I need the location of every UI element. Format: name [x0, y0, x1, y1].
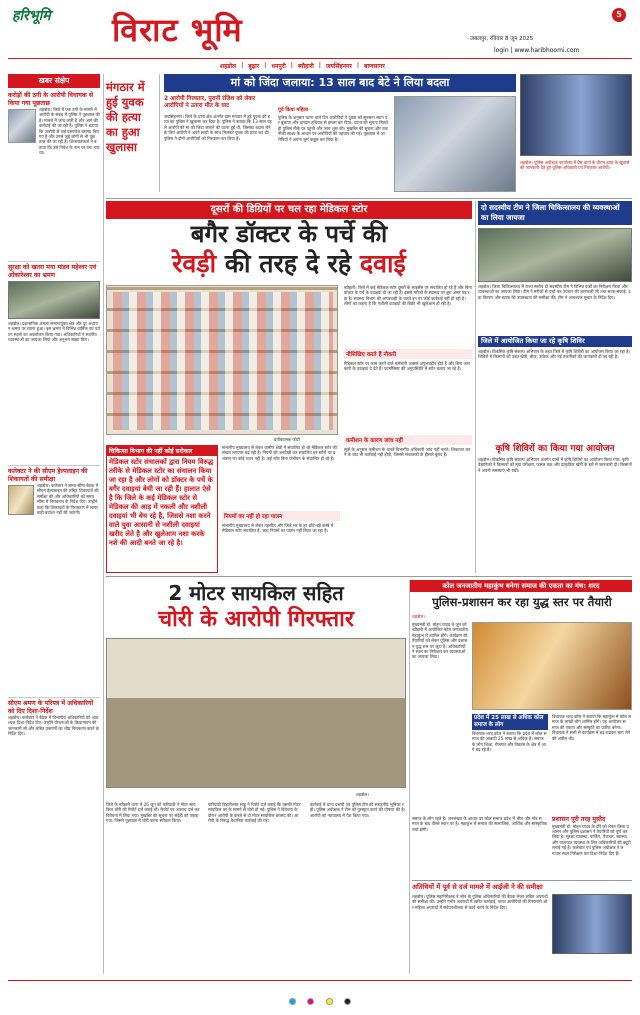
section-link[interactable]: ब्यौहारी: [297, 63, 314, 70]
sidebar-header: खबर संक्षेप: [8, 74, 100, 88]
theft-headline-2: चोरी के आरोपी गिरफ्तार: [158, 607, 354, 632]
health-text: शहडोल। जिला चिकित्सालय में राज्य स्तरीय दो सदस्यीय टीम ने विभिन्न वार्डों का निरीक्षण किया और व्यवस्थाओं का जायजा लिया। टीम ने मरीजों से चर्चा कर उपचार की जानकारी ली तथा साफ-सफाई, दवा वितरण और स्टाफ की उपलब्धता की समीक्षा की। टीम ने आवश्यक सुधार के निर्देश दिए।: [478, 284, 631, 300]
agri-camp-story: [478, 444, 632, 573]
tribal-case-headline: अतिथियों में पूर्व से दर्ज मामले में आईजी ने की समीक्षा: [412, 883, 543, 891]
medical-headline-1: बगैर डॉक्टर के पर्चे की: [190, 220, 388, 248]
section-nav: शहडोल | बुढ़ार | धनपुरी | ब्यौहारी | जयसिंहनगर | बाणसागर: [220, 62, 385, 70]
brief-photo: [8, 109, 36, 143]
medical-right-column: [344, 285, 472, 573]
footer-rule: [8, 980, 632, 981]
page-number: 5: [612, 8, 626, 22]
medical-sub2-text: सूत्रों के अनुसार कमीशन के चलते विभागीय अधिकारी जांच नहीं करते। शिकायत करने के बाद भी कार्रवाई नहीं होती, जिससे संचालकों के हौसले बुलंद हैं।: [344, 447, 471, 458]
lead-story: [106, 74, 632, 194]
theft-credit: शहडोल।: [356, 792, 369, 797]
headline-highlight: रेवड़ी: [172, 249, 217, 278]
side-head: प्रशासन पूरी तरह मुस्तैद: [552, 816, 606, 823]
theft-story: [106, 580, 406, 974]
lead-col2: [278, 96, 388, 192]
callout-head: चिकित्सा विभाग की नहीं कोई सरोकार: [107, 446, 217, 456]
medical-story: [106, 201, 472, 573]
lead-col1-text: जयसिंहनगर। जिले के थाना क्षेत्र अंतर्गत ग्राम मंगठार में हुई युवक की हत्या का पुलिस ने खुलासा कर दिया है। पुलिस ने बताया कि 13 साल पहले आरोपी की मां को जिंदा जलाने की घटना हुई थी, जिसका बदला लेने के लिए आरोपी ने अपने साथी के साथ मिलकर युवक की हत्या कर दी। पुलिस ने दोनों आरोपियों को गिरफ्तार कर लिया है।: [164, 114, 272, 141]
theft-col1: जिले के ब्यौहारी थाना में 26 जून को फरियादी ने मोटर सायकिल चोरी की रिपोर्ट दर्ज कराई थी। रिपोर्ट पर अपराध दर्ज कर विवेचना में लिया गया। मुखबिर की सूचना पर संदेही को पकड़ा गया, जिसने पूछताछ में चोरी करना स्वीकार किया।: [106, 802, 200, 824]
agri-fair-story: [478, 336, 632, 440]
login-link[interactable]: login | www.haribhoomi.com: [494, 47, 580, 54]
brief-item: [8, 697, 100, 895]
headline-text: की तरह दे रहे: [216, 249, 360, 278]
brief-item: [8, 261, 100, 461]
agri-camp-text: शहडोल। विकसित कृषि संकल्प अभियान अंतर्गत ग्रामों में कृषि शिविरों का आयोजन किया गया। कृषि वैज्ञानिकों ने किसानों को मृदा परीक्षण, फसल चक्र और प्राकृतिक खेती के बारे में जानकारी दी। किसानों ने अपनी समस्याएं भी रखीं।: [478, 457, 632, 473]
medical-photo-caption: प्रतीकात्मक फोटो: [274, 437, 300, 442]
health-headline: दो सदस्यीय टीम ने जिला चिकित्सालय की व्यवस्थाओं का लिया जायजा: [478, 201, 632, 225]
lead-box-headline: मंगठार में हुई युवक की हत्या का हुआ खुलासा: [106, 80, 145, 154]
callout-text: मेडिकल स्टोर संचालकों द्वारा नियम विरुद्ध तरीके से मेडिकल स्टोर का संचालन किया जा रहा है और लोगों को डॉक्टर के पर्चे के बगैर दवाइयां बेची जा रही हैं। हालात ऐसे है कि जिले के कई मेडिकल स्टोर से मेडिकल की आड़ में नकली और नशीली दवाइयां भी बेच रहे है, जिससे नशा करने वाले युवा आसानी से नशीली दवाइयां खरीद लेते है और खुलेआम नशा करके नशे की आदी बनते जा रहे है।: [109, 458, 214, 547]
brief-item: [8, 465, 100, 693]
lead-col2-text: पुलिस के अनुसार घटना वाले दिन आरोपियों ने युवक को सुनसान स्थान पर बुलाया और धारदार हथियार से हमला कर दिया। घटना की सूचना मिलते ही पुलिस मौके पर पहुंची और जांच शुरू की। मुखबिर की सूचना और तकनीकी साक्ष्य के आधार पर आरोपियों की पहचान की गई। पूछताछ में आरोपियों ने अपना जुर्म कबूल कर लिया है।: [278, 115, 388, 142]
brief-text: शहडोल। प्रशासनिक अमला संभागायुक्त क्षेत्र और दूर अध्ययन भ्रमण पर रवाना हुआ। इस भ्रमण में विभिन्न धार्मिक एवं पर्यटन स्थलों का अवलोकन किया गया। अधिकारियों ने स्थानीय व्यवस्थाओं का जायजा लिया और अनुभव साझा किए।: [8, 321, 100, 343]
theft-photo: [106, 638, 406, 788]
agri-camp-headline: कृषि शिविरों का किया गया आयोजन: [495, 444, 615, 454]
medical-subhead-2: कमीशन के कारण जांच नहीं: [344, 435, 472, 445]
column-divider: [159, 74, 160, 192]
mahakumbh-side: [552, 816, 632, 876]
agri-fair-headline: जिले में आयोजित किया जा रहे कृषि शिविर: [478, 336, 632, 347]
info-box-head: प्रदेश में 25 लाख से अधिक कोल समाज के लोग: [472, 714, 548, 730]
medical-mid-subhead: नियमों का नहीं हो रहा पालन: [222, 511, 340, 521]
section-link[interactable]: धनपुरी: [271, 63, 286, 70]
section-divider: [106, 576, 632, 577]
brief-text: शहडोल। कलेक्टर ने बैठक में विभागीय अधिकारियों को आवश्यक दिशा-निर्देश दिए। उन्होंने योजनाओं के क्रियान्वयन की जानकारी ली और लंबित प्रकरणों का शीघ्र निराकरण करने के निर्देश दिए।: [8, 715, 99, 737]
brief-photo: [8, 281, 100, 319]
section-link[interactable]: शहडोल: [220, 63, 237, 70]
lead-col2-subhead: पूर्व किया महिला: [278, 107, 309, 113]
health-story: [478, 201, 632, 331]
lead-banner: मां को जिंदा जलाया: 13 साल बाद बेटे ने लिया बदला: [164, 74, 516, 92]
mahakumbh-photo: [472, 622, 632, 710]
column-divider: [409, 580, 410, 974]
mahakumbh-headline: पुलिस-प्रशासन कर रहा युद्ध स्तर पर तैयारी: [432, 595, 612, 609]
edition-line: जबलपुर, रविवार 8 जून 2025: [470, 36, 534, 42]
mahakumbh-col2: विधायक शरद कोल ने बताया कि महाकुंभ में कोल समाज के लाखों लोग शामिल होंगे। यह आयोजन समाज की एकता और संस्कृति का प्रतीक बनेगा। विधायक ने सभी से कार्यक्रम में बढ़-चढ़कर भाग लेने की अपील की।: [552, 714, 632, 741]
theft-col2: फरियादी बिहारीलाल साहू ने रिपोर्ट दर्ज कराई कि उसकी मोटर सायकिल घर के सामने से चोरी हो गई। पुलिस ने विवेचना के दौरान आरोपी के कब्जे से दो मोटर सायकिल बरामद की। आरोपी के विरुद्ध वैधानिक कार्रवाई की गई।: [208, 802, 301, 824]
mahakumbh-kicker: कोल जनजातीय महाकुंभ बनेगा समाज की एकता का मंच: शरद: [410, 580, 632, 592]
medical-mid-text-2: संभागीय मुख्यालय से लेकर तहसील और जिले भर के हर छोटे-बड़े कस्बे में मेडिकल स्टोर संचालित हैं, जहां नियमों का पालन नहीं किया जा रहा है।: [222, 523, 334, 534]
column-divider: [475, 201, 476, 573]
brief-title: कलेक्टर ने की सीएम हेल्पलाइन की शिकायतों की समीक्षा: [8, 468, 88, 483]
lead-col1-subhead: 2 आरोपी गिरफ्तार, पुरानी रंजिश को लेकर आरोपियों ने उतारा मौत के घाट: [164, 96, 256, 109]
mahakumbh-info-box: [472, 714, 548, 812]
lead-photo-2: [520, 74, 632, 156]
news-brief-sidebar: [8, 74, 100, 974]
headline-highlight: दवाई: [359, 249, 406, 278]
medical-sub1-text: मेडिकल स्टोर पर काम करने वाले कर्मचारी अक्सर अनुभवहीन होते हैं और बिना जानकारी के दवाइयां दे देते हैं। फार्मासिस्ट की अनुपस्थिति में स्टोर चलाए जा रहे हैं।: [344, 361, 471, 372]
mahakumbh-col4: समाज के लोग रहते हैं। जनसंख्या के आधार पर कोल समाज प्रदेश में भील और गोंड समाज के बाद तीसरे स्थान पर है। महाकुंभ में समाज की सामाजिक, आर्थिक और सांस्कृतिक चर्चा होगी।: [412, 816, 548, 832]
info-box-text: विधायक शरद कोल ने बताया कि प्रदेश में कोल समाज की आबादी 25 लाख से अधिक है। समाज के लोग शिक्षा, रोजगार और विकास के क्षेत्र में आगे बढ़ रहे हैं।: [472, 731, 547, 753]
medical-col-text: ब्यौहारी। जिले में कई मेडिकल स्टोर दूसरों के लाइसेंस पर संचालित हो रहे हैं और बिना डॉक्टर के पर्चे के दवाइयां दी जा रही हैं। इससे मरीजों के स्वास्थ्य पर बुरा असर पड़ रहा है। स्वास्थ्य विभाग की लापरवाही के चलते इन पर कोई कार्रवाई नहीं हो रही है। लोगों का कहना है कि नशीली दवाइयों की बिक्री भी खुलेआम हो रही है।: [344, 285, 472, 307]
brief-text: शहडोल। कलेक्टर ने समय सीमा बैठक में सीएम हेल्पलाइन की लंबित शिकायतों की समीक्षा की और अधिकारियों को समय सीमा में निराकरण के निर्देश दिए। उन्होंने कहा कि शिकायतों के निराकरण में लापरवाही बर्दाश्त नहीं की जाएगी।: [37, 483, 99, 516]
brief-photo: [8, 485, 34, 515]
lead-photo-caption: शहडोल। पुलिस अधीक्षक कार्यालय में प्रेस वार्ता के दौरान हत्या के खुलासे की जानकारी देते हुए पुलिस अधिकारी एवं गिरफ्तार आरोपी।: [520, 160, 630, 171]
mahakumbh-col1: मुख्यमंत्री डॉ. मोहन यादव 9 जून को ब्यौहारी में आयोजित कोल जनजातीय महाकुंभ में शामिल होंगे। कार्यक्रम की तैयारियों को लेकर पुलिस और प्रशासन युद्ध स्तर पर जुटा है। अधिकारियों ने स्थल का निरीक्षण कर व्यवस्थाओं का जायजा लिया।: [412, 622, 468, 660]
tribal-case-story: [412, 880, 632, 974]
lead-photo: [394, 96, 516, 192]
brand-logo: हरिभूमि: [12, 8, 51, 24]
medical-mid-column: [222, 445, 340, 573]
tribal-case-text: शहडोल। पुलिस महानिरीक्षक ने जोन के पुलिस अधिकारियों की बैठक लेकर लंबित अपराधों की समीक्षा की। उन्होंने गंभीर अपराधों में त्वरित कार्रवाई, फरार आरोपियों की गिरफ्तारी और महिला अपराधों में संवेदनशीलता से कार्य करने के निर्देश दिए।: [412, 894, 548, 910]
registration-dot: [307, 998, 314, 1005]
brief-item: [8, 92, 100, 257]
tribal-case-photo: [552, 894, 632, 954]
medical-kicker: दूसरों की डिग्रियों पर चल रहा मेडिकल स्टोर: [106, 201, 472, 219]
section-link[interactable]: बाणसागर: [364, 63, 385, 70]
registration-dot: [289, 998, 296, 1005]
registration-dot: [344, 998, 351, 1005]
print-registration-marks: [0, 990, 640, 1004]
section-divider: [106, 198, 632, 199]
medical-headline-2: [106, 249, 472, 279]
brief-title: करोड़ों की ठगी के आरोपी विधायक से किया गया पूछताछ: [8, 92, 94, 107]
theft-headline-1: 2 मोटर सायकिल सहित: [168, 581, 344, 605]
medical-photo: [106, 285, 338, 435]
page-title: विराट भूमि: [112, 11, 243, 49]
theft-col3: कार्रवाई में थाना प्रभारी एवं पुलिस टीम की सराहनीय भूमिका रही। पुलिस अधीक्षक ने टीम को पुरस्कृत करने की घोषणा की है। आरोपी को न्यायालय में पेश किया गया।: [310, 802, 406, 818]
medical-callout-box: [106, 445, 218, 573]
masthead: [0, 0, 640, 70]
medical-mid-text: संभागीय मुख्यालय से लेकर ग्रामीण क्षेत्रों में संचालित हो रहे मेडिकल स्टोर की संख्या लगातार बढ़ रही है। नियमों की अनदेखी कर संचालित इन स्टोरों पर प्रशासन का कोई ध्यान नहीं है। कई स्टोर बिना पंजीयन के संचालित हो रहे हैं।: [222, 445, 337, 461]
column-divider: [103, 74, 104, 974]
brief-text: शहडोल। जिले में एक ठगी के मामले में आरोपी के संबंध में पुलिस ने पूछताछ की है। मामले में जांच जारी है और आगे की कार्रवाई की जा रही है। पुलिस ने बताया कि आरोपी से कई दस्तावेज बरामद किए गए हैं और उनसे जुड़े लोगों से भी पूछताछ की जा रही है। शिकायतकर्ता ने बताया कि उसे निवेश के नाम पर ठगा गया था।: [39, 107, 100, 156]
medical-subhead-1: नौसिखिए करते हैं नौकरी: [344, 349, 472, 359]
section-link[interactable]: जयसिंहनगर: [325, 63, 352, 70]
brief-title: सीएम श्रमण के परिपत्र में अधिकारियों को दिए दिशा-निर्देश: [8, 700, 94, 715]
shelf-products: [113, 292, 333, 430]
masthead-rule: [8, 58, 632, 59]
registration-dot: [326, 998, 333, 1005]
agri-fair-text: शहडोल। विकसित कृषि संकल्प अभियान के तहत जिले में कृषि शिविरों का आयोजन किया जा रहा है। शिविरों में किसानों को उन्नत खेती, बीज, उर्वरक और नई तकनीकों की जानकारी दी जा रही है।: [478, 349, 631, 360]
health-photo: [478, 228, 632, 282]
mahakumbh-credit: शहडोल।: [412, 614, 425, 619]
side-text: मुख्यमंत्री डॉ. मोहन यादव के दौरे को लेकर जिला प्रशासन और पुलिस प्रशासन ने तैयारियों को पूर्ण कर लिया है। सुरक्षा व्यवस्था, पार्किंग, पेयजल, स्वास्थ्य और यातायात व्यवस्था के लिए अधिकारियों की ड्यूटी लगाई गई है। कलेक्टर एवं पुलिस अधीक्षक ने लगातार स्थल निरीक्षण कर दिशा-निर्देश दिए हैं।: [552, 823, 631, 856]
brief-title: सुरक्षा को खतरा मया मांडव महेश्वर एवं ओंकारेश्वर का भ्रमण: [8, 264, 97, 279]
section-link[interactable]: बुढ़ार: [248, 63, 260, 70]
